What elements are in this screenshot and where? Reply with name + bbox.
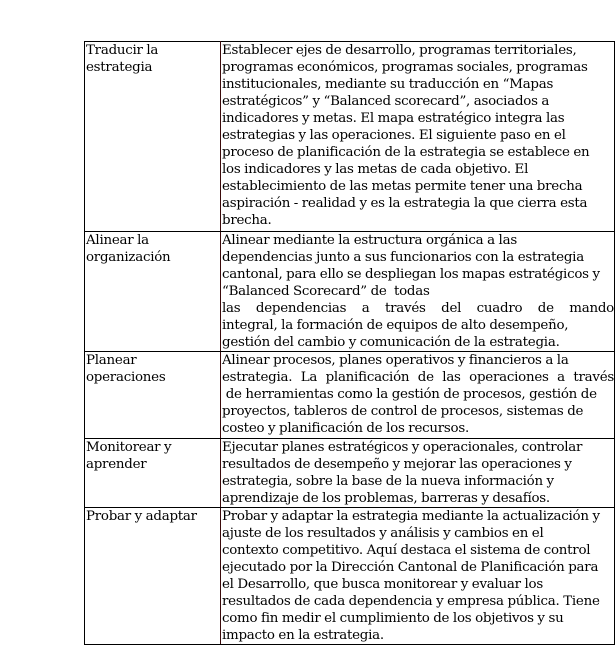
- description-line: las dependencias a través del cuadro de mando: [222, 301, 614, 316]
- phase-label-cell: [85, 232, 221, 352]
- phase-label: Probar y adaptar: [86, 509, 197, 524]
- description-line: los indicadores y las metas de cada objetivo. El: [222, 162, 529, 177]
- description-line: proyectos, tableros de control de procesos, sistemas de: [222, 404, 584, 419]
- description-line: estrategia, sobre la base de la nueva información y: [222, 474, 554, 489]
- description-line: resultados de desempeño y mejorar las operaciones y: [222, 457, 572, 472]
- description-line: Alinear mediante la estructura orgánica a las: [222, 233, 517, 248]
- description-line: dependencias junto a sus funcionarios con la estrategia: [222, 250, 584, 265]
- description-line: impacto en la estrategia.: [222, 628, 384, 643]
- description-line: el Desarrollo, que busca monitorear y evaluar los: [222, 577, 543, 592]
- phase-label: estrategia: [86, 60, 153, 75]
- table-row: [85, 42, 615, 232]
- description-line: Probar y adaptar la estrategia mediante la actualización y: [222, 509, 600, 524]
- description-line: como fin medir el cumplimiento de los objetivos y su: [222, 611, 564, 626]
- phase-label-cell: [85, 508, 221, 645]
- description-line: establecimiento de las metas permite tener una brecha: [222, 179, 583, 194]
- description-line: brecha.: [222, 213, 272, 228]
- description-line: gestión del cambio y comunicación de la estrategia.: [222, 335, 560, 350]
- description-line: ajuste de los resultados y análisis y cambios en el: [222, 526, 544, 541]
- phase-label: organización: [86, 250, 171, 265]
- phase-description-cell: [221, 232, 615, 352]
- description-line: indicadores y metas. El mapa estratégico integra las: [222, 111, 565, 126]
- description-line: estrategia. La planificación de las operaciones a través: [222, 370, 614, 385]
- description-line: ejecutado por la Dirección Cantonal de Planificación para: [222, 560, 599, 575]
- description-line: programas económicos, programas sociales, programas: [222, 60, 588, 75]
- description-line: Ejecutar planes estratégicos y operacionales, controlar: [222, 440, 583, 455]
- description-line: estrategias y las operaciones. El siguiente paso en el: [222, 128, 566, 143]
- description-line: estratégicos” y “Balanced scorecard”, asociados a: [222, 94, 550, 109]
- description-line: costeo y planificación de los recursos.: [222, 421, 469, 436]
- description-line: Establecer ejes de desarrollo, programas territoriales,: [222, 43, 577, 58]
- phase-label-cell: [85, 352, 221, 439]
- phase-label: Planear: [86, 353, 137, 368]
- phase-label: Traducir la: [86, 43, 159, 58]
- phase-description-cell: [221, 508, 615, 645]
- description-line: contexto competitivo. Aquí destaca el sistema de control: [222, 543, 591, 558]
- description-line: aprendizaje de los problemas, barreras y desafíos.: [222, 491, 550, 506]
- phase-label: aprender: [86, 457, 147, 472]
- description-line: aspiración - realidad y es la estrategia la que cierra esta: [222, 196, 588, 211]
- phase-label: operaciones: [86, 370, 166, 385]
- table-row: [85, 352, 615, 439]
- phase-description-cell: [221, 42, 615, 232]
- description-line: proceso de planificación de la estrategia se establece en: [222, 145, 590, 160]
- description-line: resultados de cada dependencia y empresa pública. Tiene: [222, 594, 600, 609]
- phase-label-cell: [85, 439, 221, 508]
- table-row: [85, 232, 615, 352]
- description-line: cantonal, para ello se despliegan los mapas estratégicos y: [222, 267, 600, 282]
- phase-description-cell: [221, 352, 615, 439]
- phase-label-cell: [85, 42, 221, 232]
- phase-description-cell: [221, 439, 615, 508]
- table-row: [85, 508, 615, 645]
- description-line: Alinear procesos, planes operativos y financieros a la: [222, 353, 569, 368]
- strategy-phases-table: [84, 41, 615, 645]
- description-line: institucionales, mediante su traducción en “Mapas: [222, 77, 554, 92]
- phase-label: Alinear la: [86, 233, 149, 248]
- description-line: “Balanced Scorecard” de todas: [222, 284, 430, 299]
- phase-label: Monitorear y: [86, 440, 172, 455]
- table-row: [85, 439, 615, 508]
- description-line: integral, la formación de equipos de alto desempeño,: [222, 318, 569, 333]
- description-line: de herramientas como la gestión de procesos, gestión de: [222, 387, 597, 402]
